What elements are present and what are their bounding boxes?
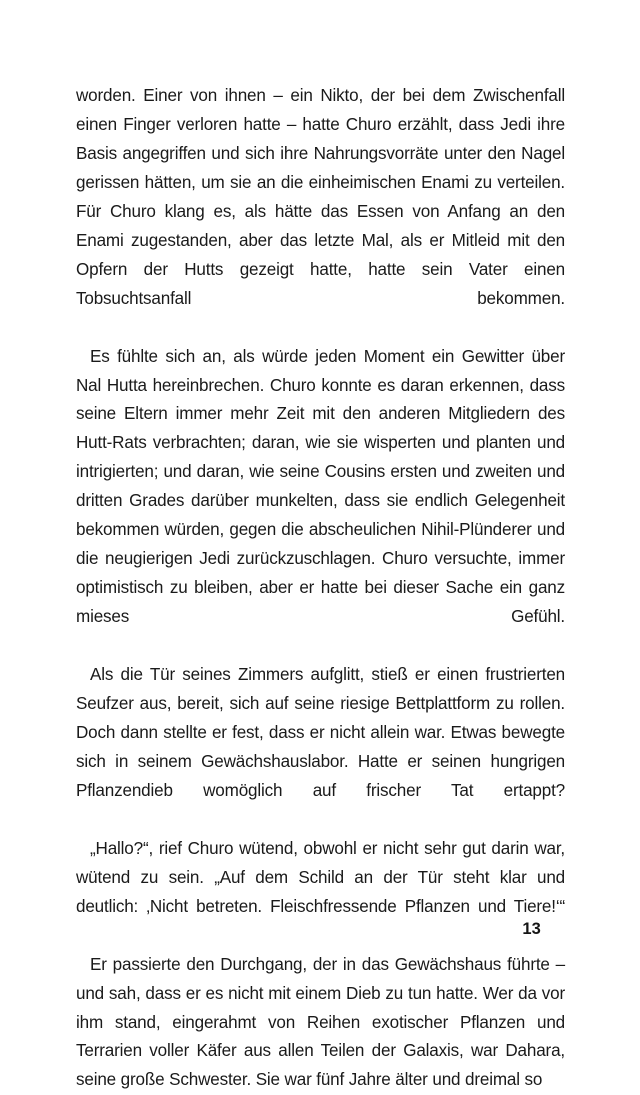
body-paragraph: worden. Einer von ihnen – ein Nikto, der bei dem Zwischenfall einen Finger verloren hatte – hatte Churo erzählt, dass Jedi ihre Basis angegriffen und sich ihre Nahrungsvorräte unter den Nagel gerissen hätten, um sie an die einheimischen Enami zu verteilen. Für Churo klang es, als hätte das Essen von Anfang an den Enami zugestanden, aber das letzte Mal, als er Mitleid mit den Opfern der Hutts gezeigt hatte, hatte sein Vater einen Tobsuchtsanfall bekommen.: [76, 86, 565, 308]
page-number: 13: [522, 920, 541, 938]
body-paragraph: Er passierte den Durchgang, der in das Gewächshaus führte – und sah, dass er es nicht mit einem Dieb zu tun hatte. Wer da vor ihm stand, eingerahmt von Reihen exotischer Pflanzen und Terrarien voller Käfer aus allen Teilen der Galaxis, war Dahara, seine große Schwester. Sie war fünf Jahre älter und dreimal so: [76, 954, 565, 1090]
page-text-block: [76, 82, 565, 1095]
body-paragraph: „Hallo?“, rief Churo wütend, obwohl er nicht sehr gut darin war, wütend zu sein. „Auf dem Schild an der Tür steht klar und deutlich: ‚Nicht betreten. Fleischfressende Pflanzen und Tiere!‘“: [76, 838, 565, 916]
body-paragraph: Es fühlte sich an, als würde jeden Moment ein Gewitter über Nal Hutta hereinbrechen. Churo konnte es daran erkennen, dass seine Eltern immer mehr Zeit mit den anderen Mitgliedern des Hutt-Rats verbrachten; daran, wie sie wisperten und planten und intrigierten; und daran, wie seine Cousins ersten und zweiten und dritten Grades darüber munkelten, dass sie endlich Gelegenheit bekommen würden, gegen die abscheulichen Nihil-Plünderer und die neugierigen Jedi zurückzuschlagen. Churo versuchte, immer optimistisch zu bleiben, aber er hatte bei dieser Sache ein ganz mieses Gefühl.: [76, 346, 565, 627]
body-paragraph: Als die Tür seines Zimmers aufglitt, stieß er einen frustrierten Seufzer aus, bereit, sich auf seine riesige Bettplattform zu rollen. Doch dann stellte er fest, dass er nicht allein war. Etwas bewegte sich in seinem Gewächshauslabor. Hatte er seinen hungrigen Pflanzendieb womöglich auf frischer Tat ertappt?: [76, 665, 565, 800]
